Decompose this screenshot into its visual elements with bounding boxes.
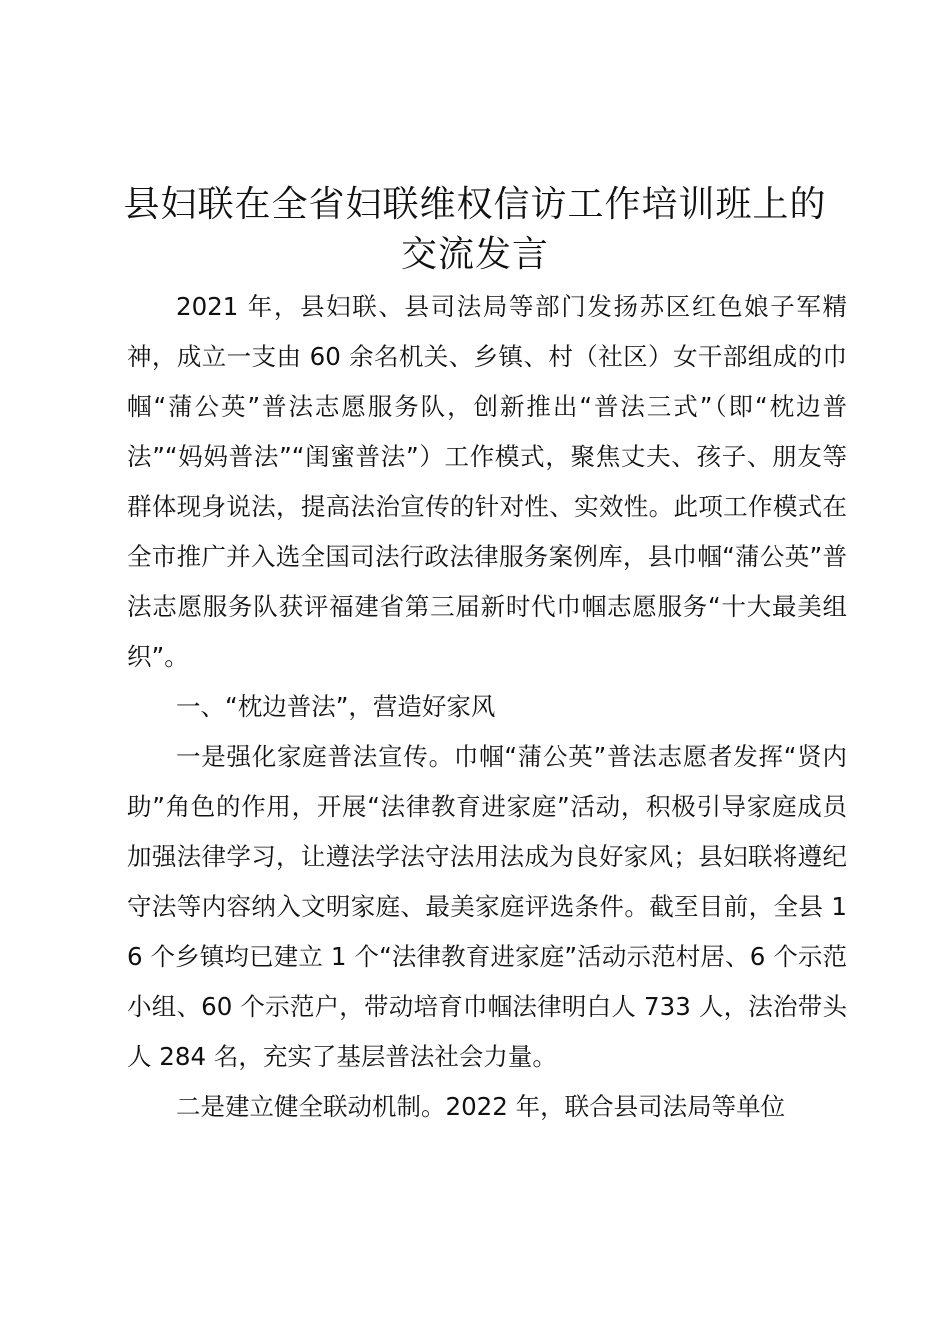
section-heading: 一、“枕边普法”，营造好家风 <box>176 692 496 721</box>
intro-paragraph: 2021 年，县妇联、县司法局等部门发扬苏区红色娘子军精神，成立一支由 60 余名机关、乡镇、村（社区）女干部组成的巾帼“蒲公英”普法志愿服务队，创新推出“普法三式”（即“枕边普法”“妈妈普法”“闺蜜普法”）工作模式，聚焦丈夫、孩子、朋友等群体现身说法，提高法治宣传的针对性、实效性。此项工作模式在全市推广并入选全国司法行政法律服务案例库，县巾帼“蒲公英”普法志愿服务队获评福建省第三届新时代巾帼志愿服务“十大最美组织”。 <box>127 292 847 671</box>
document-body <box>127 282 847 1132</box>
document-title: 县妇联在全省妇联维权信访工作培训班上的交流发言 <box>123 184 827 275</box>
section-paragraph-1: 一是强化家庭普法宣传。巾帼“蒲公英”普法志愿者发挥“贤内助”角色的作用，开展“法律教育进家庭”活动，积极引导家庭成员加强法律学习，让遵法学法守法用法成为良好家风；县妇联将遵纪守法等内容纳入文明家庭、最美家庭评选条件。截至目前，全县 16 个乡镇均已建立 1 个“法律教育进家庭”活动示范村居、6 个示范小组、60 个示范户，带动培育巾帼法律明白人 733 人，法治带头人 284 名，充实了基层普法社会力量。 <box>127 742 847 1071</box>
section-paragraph-2: 二是建立健全联动机制。2022 年，联合县司法局等单位 <box>176 1092 786 1121</box>
